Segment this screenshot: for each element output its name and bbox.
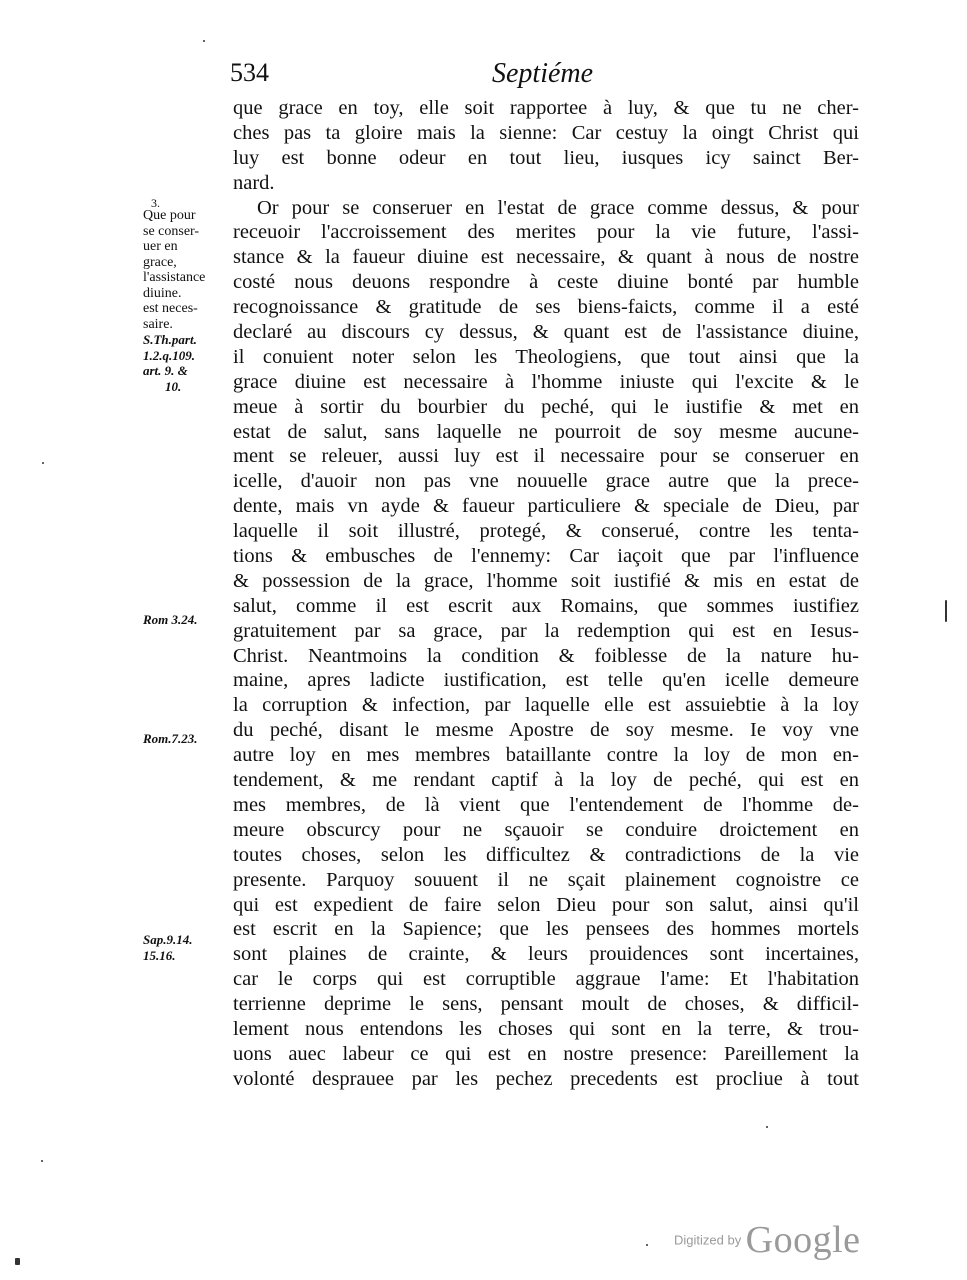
text-line: sont plaines de crainte, & leurs prouidences sont incertaines, bbox=[233, 943, 859, 966]
text-line: que grace en toy, elle soit rapportee à luy, & que tu ne cher- bbox=[233, 97, 859, 119]
text-line: luy est bonne odeur en tout lieu, iusques icy sainct Ber- bbox=[233, 146, 859, 169]
text-line: lement nous entendons les choses qui sont en la terre, & trou- bbox=[233, 1017, 859, 1040]
text-line: tions & embusches de l'ennemy: Car iaçoit que par l'influence bbox=[233, 545, 859, 568]
text-line: recognoissance & gratitude de ses biens-faicts, comme il a esté bbox=[233, 296, 859, 319]
reference-line: 10. bbox=[165, 378, 182, 394]
scan-speck bbox=[15, 1258, 20, 1265]
reference-line: Sap.9.14. bbox=[143, 932, 193, 947]
note-line: Que pour bbox=[143, 208, 196, 223]
reference-line: 15.16. bbox=[143, 947, 176, 963]
text-line: volonté desprauee par les pechez precedents est procliue à tout bbox=[233, 1067, 859, 1090]
text-line: meue à sortir du bourbier du peché, qui le iustifie & met en bbox=[233, 395, 859, 418]
note-line: saire. bbox=[143, 316, 173, 332]
text-line: est escrit en la Sapience; que les pensees des hommes mortels bbox=[233, 918, 859, 941]
text-line: ches pas ta gloire mais la sienne: Car cestuy la oingt Christ qui bbox=[233, 121, 859, 144]
note-line: uer en bbox=[143, 239, 178, 254]
text-line: mes membres, de là vient que l'entendement de l'homme de- bbox=[233, 793, 859, 816]
text-line: nard. bbox=[233, 171, 275, 194]
text-line: la corruption & infection, par laquelle elle est assuiebtie à la loy bbox=[233, 694, 859, 717]
text-line: presente. Parquoy souuent il ne sçait plainement cognoistre ce bbox=[233, 868, 859, 891]
google-logo: Google bbox=[745, 1219, 861, 1261]
text-line: icelle, d'auoir non pas vne nouuelle grace autre que la prece- bbox=[233, 470, 859, 493]
note-line: est neces- bbox=[143, 301, 198, 316]
text-line: salut, comme il est escrit aux Romains, que sommes iustifiez bbox=[233, 594, 859, 617]
text-line: Or pour se conseruer en l'estat de grace comme dessus, & pour bbox=[257, 196, 859, 219]
text-line: & possession de la grace, l'homme soit iustifié & mis en estat de bbox=[233, 569, 859, 592]
text-line: costé nous deuons respondre à ceste diuine bonté par humble bbox=[233, 271, 859, 294]
text-line: terrienne deprime le sens, pensant moult de choses, & difficil- bbox=[233, 993, 859, 1016]
note-line: se conser- bbox=[143, 223, 200, 239]
text-line: grace diuine est necessaire à l'homme iniuste qui l'excite & le bbox=[233, 370, 859, 393]
scan-speck bbox=[945, 600, 947, 622]
text-line: ment se releuer, aussi luy est il necessaire pour se conseruer en bbox=[233, 445, 859, 468]
text-line: du peché, disant le mesme Apostre de soy mesme. Ie voy vne bbox=[233, 719, 859, 742]
reference-line: Rom.7.23. bbox=[143, 731, 198, 746]
margin-note-romans-7 bbox=[143, 731, 233, 747]
body-text bbox=[233, 96, 859, 1092]
text-line: laquelle il soit illustré, protegé, & conserué, contre les tenta- bbox=[233, 520, 859, 543]
text-line: toutes choses, selon les difficultez & contradictions de la vie bbox=[233, 843, 859, 866]
text-line: tendement, & me rendant captif à la loy de peché, qui est en bbox=[233, 769, 859, 792]
digitized-by-google-watermark bbox=[674, 1218, 861, 1262]
text-line: receuoir l'accroissement des merites pour la vie future, l'assi- bbox=[233, 221, 859, 244]
text-line: gratuitement par sa grace, par la redemption qui est en Iesus- bbox=[233, 619, 859, 642]
text-line: estat de salut, sans laquelle ne pourroit de soy mesme aucune- bbox=[233, 420, 859, 443]
running-head: Septiéme bbox=[492, 58, 594, 89]
margin-note-assistance bbox=[143, 196, 233, 394]
text-line: autre loy en mes membres bataillante contre la loy de mon en- bbox=[233, 744, 859, 767]
scan-speck bbox=[766, 1126, 768, 1128]
margin-note-romans-3 bbox=[143, 612, 233, 628]
text-line: il conuient noter selon les Theologiens, que tout ainsi que la bbox=[233, 345, 859, 368]
section-number: 3. bbox=[151, 196, 160, 210]
note-line: l'assistance bbox=[143, 270, 206, 285]
text-line: Christ. Neantmoins la condition & foiblesse de la nature hu- bbox=[233, 644, 859, 667]
scan-speck bbox=[646, 1244, 648, 1246]
watermark-prefix: Digitized by bbox=[674, 1232, 742, 1248]
text-line: qui est expedient de faire selon Dieu pour son salut, ainsi qu'il bbox=[233, 893, 859, 916]
page-number: 534 bbox=[230, 58, 269, 87]
text-line: declaré au discours cy dessus, & quant est de l'assistance diuine, bbox=[233, 321, 859, 344]
text-line: meure obscurcy pour ne sçauoir se conduire droictement en bbox=[233, 818, 859, 841]
scan-speck bbox=[42, 462, 44, 464]
note-line: diuine. bbox=[143, 285, 182, 301]
text-line: maine, apres ladicte iustification, est telle qu'en icelle demeure bbox=[233, 669, 859, 692]
text-line: uons auec labeur ce qui est en nostre presence: Pareillement la bbox=[233, 1042, 859, 1065]
page-header bbox=[230, 58, 860, 92]
scan-speck bbox=[203, 40, 205, 42]
text-line: car le corps qui est corruptible aggraue l'ame: Et l'habitation bbox=[233, 968, 859, 991]
reference-line: Rom 3.24. bbox=[143, 612, 198, 627]
margin-note-sapience bbox=[143, 932, 233, 963]
reference-line: art. 9. & bbox=[143, 363, 188, 378]
text-line: dente, mais vn ayde & faueur particuliere & speciale de Dieu, par bbox=[233, 495, 859, 518]
reference-line: 1.2.q.109. bbox=[143, 347, 195, 363]
text-line: stance & la faueur diuine est necessaire, & quant à nous de nostre bbox=[233, 246, 859, 269]
note-line: grace, bbox=[143, 254, 177, 270]
reference-line: S.Th.part. bbox=[143, 332, 197, 347]
scan-speck bbox=[41, 1160, 43, 1162]
